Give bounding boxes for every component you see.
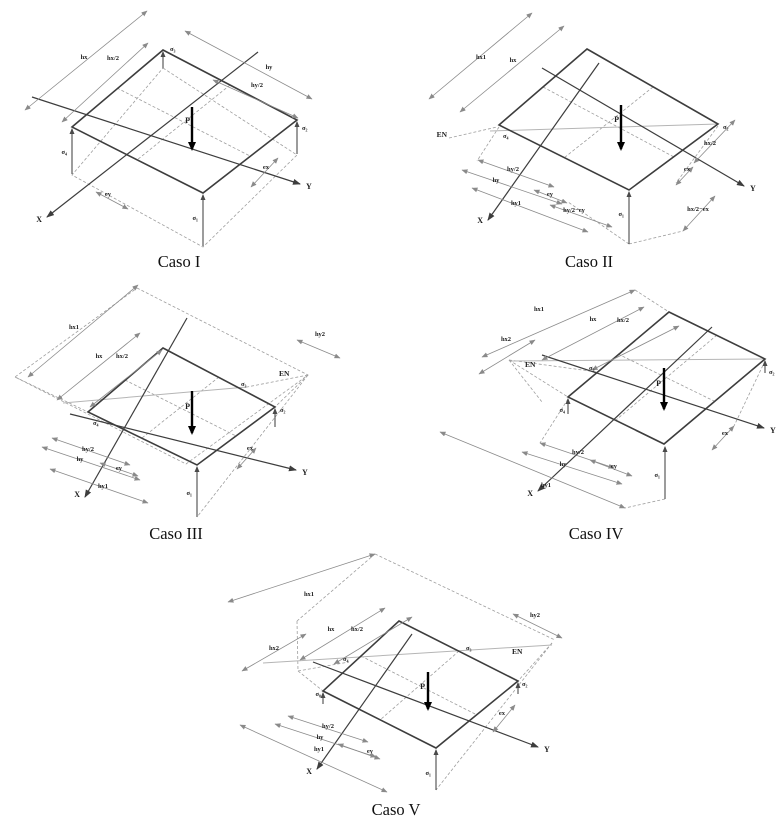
caso-4-label-sigma3: σ₃ xyxy=(589,365,595,372)
caso-5-construction xyxy=(297,554,555,790)
caso-5-label-hy2: hy2 xyxy=(529,612,541,619)
caso-2-label-hy-half: hy/2 xyxy=(507,166,519,173)
caso-1-x-axis xyxy=(47,52,258,217)
caso-1-label-hy-half: hy/2 xyxy=(251,82,263,89)
dim-line xyxy=(228,554,375,602)
caso-3-label-ey: ey xyxy=(115,465,123,472)
caso-1-label-hx-half: hx/2 xyxy=(107,55,119,62)
caso-5-label-sigma2: σ₂ xyxy=(522,681,528,688)
caso-5-label-y: Y xyxy=(544,745,550,754)
caso-4-label-sigma4: σ₄ xyxy=(559,407,565,414)
caso-2-label-sigma4: σ₄ xyxy=(503,133,509,140)
caso-3-label-hx1: hx1 xyxy=(68,324,80,331)
caso-2-label-p: P xyxy=(614,115,619,124)
dim-line xyxy=(462,170,562,204)
caso-1-label-sigma4: σ₄ xyxy=(61,149,67,156)
dim-line xyxy=(240,725,387,792)
caso-4-label-hx-half: hx/2 xyxy=(617,317,629,324)
construction-line xyxy=(540,399,568,443)
dim-line xyxy=(251,158,278,187)
caso-5-diagram xyxy=(228,554,562,819)
dim-line xyxy=(300,608,385,660)
caso-4-label-x: X xyxy=(527,489,533,498)
caso-2-label-sigma2: σ₂ xyxy=(723,124,729,131)
caso-4-label-hy-half: hy/2 xyxy=(572,449,584,456)
caso-5-x-axis xyxy=(317,634,412,769)
caso-5-label-hx1: hx1 xyxy=(303,591,315,598)
caso-3-label-ex: ex xyxy=(246,445,254,452)
construction-line xyxy=(275,375,308,407)
caso-3-label-hy: hy xyxy=(76,456,84,463)
caso-3-label-hx-half: hx/2 xyxy=(116,353,128,360)
caso-4-diagram xyxy=(440,290,776,543)
caso-3-dimensions xyxy=(28,285,340,503)
construction-line xyxy=(509,360,568,397)
caso-1-dimensions xyxy=(25,11,312,209)
construction-line xyxy=(125,380,236,436)
caso-5-caption: Caso V xyxy=(371,800,421,819)
caso-3-label-hy1: hy1 xyxy=(97,483,109,490)
caso-1-label-ex: ex xyxy=(262,164,270,171)
caso-4-label-en: EN xyxy=(525,360,536,369)
caso-4-label-hy1: hy1 xyxy=(540,482,552,489)
caso-5-label-p: P xyxy=(420,682,425,691)
caso-2-dimensions xyxy=(429,13,735,232)
caso-3-sigma-arrows xyxy=(197,409,275,517)
caso-2-label-en: EN xyxy=(436,130,447,139)
caso-4-label-hx: hx xyxy=(589,316,597,323)
caso-1-label-ey: ey xyxy=(104,191,112,198)
caso-3-caption: Caso III xyxy=(149,524,203,543)
virtual-area-outline xyxy=(375,554,555,640)
caso-4-neutral-axis xyxy=(511,359,765,361)
construction-line xyxy=(297,621,298,671)
construction-line xyxy=(734,361,765,426)
caso-2-label-hy1: hy1 xyxy=(510,200,522,207)
caso-3-label-sigma2: σ₂ xyxy=(280,407,286,414)
caso-1-label-x: X xyxy=(36,215,42,224)
construction-line xyxy=(518,643,552,681)
caso-2-neutral-axis xyxy=(490,124,718,131)
caso-5-label-hx-half: hx/2 xyxy=(351,626,363,633)
dim-line xyxy=(57,333,140,400)
construction-line xyxy=(298,671,323,691)
construction-line xyxy=(477,127,499,161)
caso-4-label-y: Y xyxy=(770,426,776,435)
construction-line xyxy=(15,377,88,412)
caso-3-construction xyxy=(15,288,308,517)
caso-4-sigma-arrows xyxy=(568,361,765,499)
caso-1-diagram xyxy=(25,11,312,271)
caso-2-label-hx1: hx1 xyxy=(475,54,487,61)
dim-line xyxy=(297,340,340,358)
dim-line xyxy=(522,452,622,484)
caso-3-diagram xyxy=(15,285,340,543)
caso-1-label-p: P xyxy=(185,116,190,125)
dim-line xyxy=(185,31,312,99)
caso-2-caption: Caso II xyxy=(564,252,614,271)
caso-5-label-sigma4: σ₄ xyxy=(343,656,349,663)
caso-4-caption: Caso IV xyxy=(568,524,624,543)
caso-3-label-en: EN xyxy=(279,369,290,378)
caso-4-label-hx1: hx1 xyxy=(533,306,545,313)
dim-line xyxy=(28,285,138,377)
caso-5-label-hy: hy xyxy=(316,734,324,741)
caso-4-construction xyxy=(509,290,765,508)
caso-3-x-axis xyxy=(85,318,187,497)
caso-5-label-hx: hx xyxy=(327,626,335,633)
caso-4-label-sigma2: σ₂ xyxy=(769,369,775,376)
caso-2-label-ex: ex xyxy=(683,166,691,173)
caso-1-label-hy: hy xyxy=(265,64,273,71)
construction-line xyxy=(142,377,219,438)
construction-line xyxy=(625,499,665,508)
construction-line xyxy=(629,231,683,244)
caso-2-label-x: X xyxy=(477,216,483,225)
dim-line xyxy=(592,326,679,370)
caso-5-neutral-axis xyxy=(263,645,552,663)
en-dashed-line xyxy=(449,127,497,138)
caso-5-dimensions xyxy=(228,554,562,792)
caso-4-label-hx2: hx2 xyxy=(500,336,512,343)
caso-3-y-axis xyxy=(70,414,296,470)
caso-3-label-hx: hx xyxy=(95,353,103,360)
caso-5-label-x: X xyxy=(306,767,312,776)
construction-line xyxy=(436,643,552,790)
caso-2-label-sigma1: σ₁ xyxy=(618,211,624,218)
construction-line xyxy=(509,360,597,372)
caso-2-label-hy-half-minus-ey: hy/2−ey xyxy=(563,207,585,214)
caso-2-diagram xyxy=(429,13,756,271)
caso-5-label-ey: ey xyxy=(366,748,374,755)
caso-4-label-p: P xyxy=(656,379,661,388)
caso-5-label-hy-half: hy/2 xyxy=(322,723,334,730)
caso-1-label-sigma1: σ₁ xyxy=(192,215,198,222)
caso-5-label-sigma1: σ₁ xyxy=(425,770,431,777)
caso-2-label-hy: hy xyxy=(492,177,500,184)
dim-line xyxy=(242,634,306,671)
caso-5-label-en: EN xyxy=(512,647,523,656)
caso-1-label-y: Y xyxy=(306,182,312,191)
caso-4-label-hy: hy xyxy=(559,461,567,468)
caso-5-label-hy1: hy1 xyxy=(313,746,325,753)
caso-5-label-hx2: hx2 xyxy=(268,645,280,652)
caso-1-label-sigma2: σ₂ xyxy=(302,125,308,132)
caso-3-label-p: P xyxy=(185,402,190,411)
caso-1-caption: Caso I xyxy=(157,252,201,271)
caso-3-label-hy2: hy2 xyxy=(314,331,326,338)
caso-2-label-hx-half: hx/2 xyxy=(704,140,716,147)
caso-1-label-hx: hx xyxy=(80,54,88,61)
dim-line xyxy=(683,196,715,231)
caso-4-label-ex: ex xyxy=(721,430,729,437)
construction-line xyxy=(676,126,718,183)
dim-line xyxy=(62,43,148,122)
dim-line xyxy=(96,192,128,209)
caso-4-label-sigma1: σ₁ xyxy=(654,472,660,479)
caso-5-label-sigma0: σ₀ xyxy=(315,691,321,698)
caso-1-construction xyxy=(72,68,297,247)
caso-3-label-sigma4: σ₄ xyxy=(93,420,99,427)
caso-3-neutral-axis xyxy=(63,387,247,403)
construction-line xyxy=(137,85,230,160)
caso-3-label-y: Y xyxy=(302,468,308,477)
caso-2-construction xyxy=(449,87,718,244)
caso-2-label-hx: hx xyxy=(509,57,517,64)
caso-2-label-y: Y xyxy=(750,184,756,193)
caso-5-label-sigma3: σ₃ xyxy=(466,645,472,652)
caso-1-sigma-arrows xyxy=(72,52,297,246)
caso-3-label-sigma3: σ₃ xyxy=(241,381,247,388)
caso-4-label-ey: ey xyxy=(610,463,618,470)
construction-line xyxy=(564,87,653,158)
construction-line xyxy=(247,375,308,387)
caso-3-label-x: X xyxy=(74,490,80,499)
caso-3-label-sigma1: σ₁ xyxy=(186,490,192,497)
caso-5-label-ex: ex xyxy=(498,710,506,717)
dim-line xyxy=(542,307,644,360)
virtual-area-outline xyxy=(297,554,375,621)
virtual-area-outline xyxy=(15,288,308,464)
caso-2-label-hx-half-minus-ex: hx/2−ex xyxy=(687,206,709,213)
caso-1-label-sigma3: σ₃ xyxy=(170,46,176,53)
pressure-base-outline xyxy=(72,68,297,247)
dim-line xyxy=(338,744,380,759)
caso-2-label-ey: ey xyxy=(546,191,554,198)
dim-line xyxy=(460,26,564,112)
caso-3-label-hy-half: hy/2 xyxy=(82,446,94,453)
dim-line xyxy=(478,160,554,187)
